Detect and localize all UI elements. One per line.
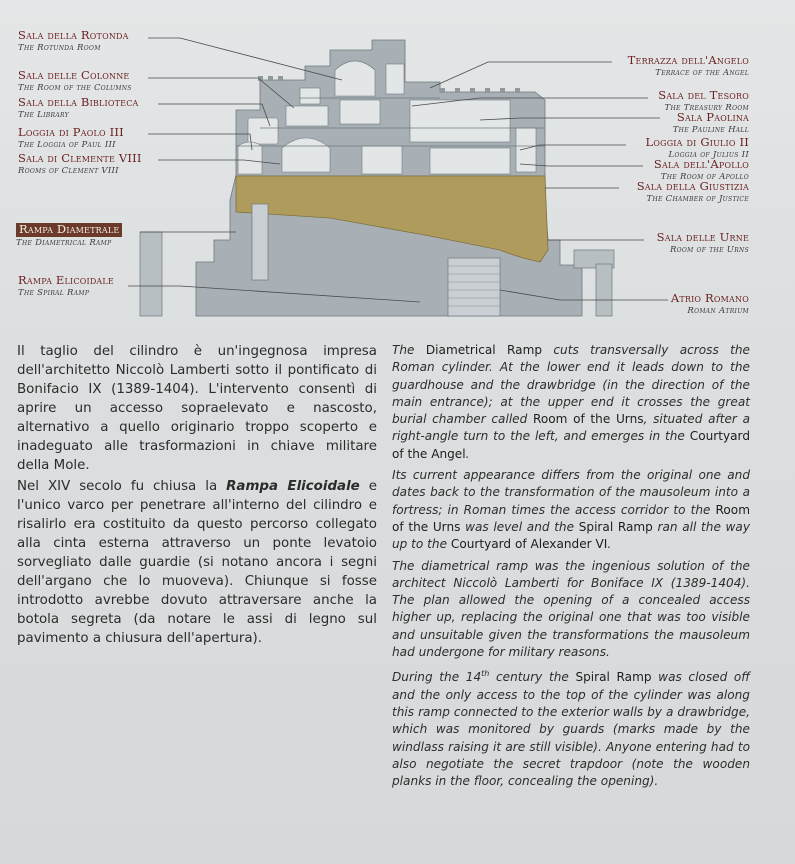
label-it: Rampa Diametrale: [16, 223, 122, 237]
label-it: Atrio Romano: [670, 291, 749, 305]
text-run: The: [392, 343, 426, 357]
label-en: The Pauline Hall: [672, 124, 749, 135]
label-it: Sala della Giustizia: [636, 179, 749, 193]
label-it: Sala Paolina: [676, 110, 749, 124]
label-it: Sala della Rotonda: [18, 28, 129, 42]
label-atrio-romano: [671, 293, 749, 315]
text-run: .: [465, 446, 470, 461]
english-paragraph-2: [392, 467, 750, 553]
text-run: was level and the: [460, 519, 579, 534]
label-en: The Diametrical Ramp: [16, 237, 112, 248]
emphasis: Courtyard of Alexander VI: [450, 537, 608, 552]
italian-text-column: [17, 342, 377, 650]
text-run: During the 14: [392, 670, 482, 685]
label-it: Sala di Clemente VIII: [18, 151, 142, 165]
text-run: ran all the way up to the: [392, 519, 751, 552]
label-en: Loggia of Julius II: [668, 149, 749, 160]
emphasis: Diametrical Ramp: [425, 343, 543, 357]
label-terrazza-angelo: [628, 55, 749, 77]
emphasis: Room of the Urns: [392, 502, 750, 534]
label-en: Terrace of the Angel: [655, 67, 749, 78]
italian-paragraph-2: [17, 477, 377, 648]
label-en: The Spiral Ramp: [18, 287, 90, 298]
superscript: th: [481, 669, 490, 679]
label-sala-clemente: [18, 153, 142, 175]
label-en: Room of the Urns: [669, 244, 749, 255]
text-run: was closed off and the only access to the top of the cylinder was along this ramp connected to the exterior walls by a drawbridge, which was monitored by guards (marks made by the windlass raising it are still visible). Anyone entering had to also negotiate the secret trapdoor (note the wooden planks in the floor, concealing the opening).: [392, 670, 751, 789]
label-it: Sala del Tesoro: [658, 88, 749, 102]
text-run: cuts transversally across the Roman cylinder. At the lower end it leads down to the guardhouse and the drawbridge (in the direction of the main entrance); at the upper end it crosses the great burial chamber called: [392, 343, 750, 427]
emphasis: Spiral Ramp: [578, 519, 653, 534]
label-sala-biblioteca: [18, 97, 139, 119]
emphasis-rampa-elicoidale: Rampa Elicoidale: [226, 479, 360, 494]
english-paragraph-4: [392, 665, 750, 790]
label-sala-giustizia: [637, 181, 749, 203]
label-sala-tesoro: [658, 90, 749, 112]
label-it: Rampa Elicoidale: [18, 273, 114, 287]
label-en: The Rotunda Room: [18, 42, 101, 53]
emphasis: Spiral Ramp: [575, 670, 652, 685]
label-rampa-diametrale: [16, 223, 122, 247]
castle-section-diagram: [0, 0, 795, 330]
text-run: , situated after a right-angle turn to the left, and emerges in the: [392, 412, 750, 444]
label-en: The Room of Apollo: [660, 171, 749, 182]
english-paragraph-3: The diametrical ramp was the ingenious solution of the architect Niccolò Lamberti for Boniface IX (1389-1404). The plan allowed the opening of a concealed access higher up, replacing the original one that was too visible and unsuitable given the transformations the mausoleum had undergone for military reasons.: [392, 558, 750, 660]
text-run: century the: [489, 670, 576, 685]
text-run: Its current appearance differs from the original one and dates back to the transformation of the mausoleum into a fortress; in Roman times the access corridor to the: [392, 468, 750, 517]
english-text-column: [392, 342, 750, 794]
label-en: The Loggia of Paul III: [18, 139, 116, 150]
label-en: Rooms of Clement VIII: [18, 165, 119, 176]
label-it: Sala dell'Apollo: [653, 157, 749, 171]
label-sala-urne: [657, 232, 749, 254]
label-sala-colonne: [18, 70, 132, 92]
label-en: The Chamber of Justice: [646, 193, 749, 204]
label-rampa-elicoidale: [18, 275, 114, 297]
label-it: Terrazza dell'Angelo: [627, 53, 749, 67]
label-it: Loggia di Paolo III: [18, 125, 124, 139]
emphasis: Room of the Urns: [532, 412, 644, 427]
label-sala-rotonda: [18, 30, 129, 52]
text-run: Nel XIV secolo fu chiusa la: [17, 479, 227, 494]
text-run: .: [607, 537, 612, 552]
label-loggia-giulio: [646, 137, 749, 159]
english-paragraph-1: [392, 342, 750, 463]
text-run: e l'unico varco per penetrare all'interno del cilindro e risalirlo era costituito da questo percorso collegato alla cinta esterna attraverso un ponte levatoio sorvegliato dalle guardie (si notano ancora i segni dell'argano che lo muoveva). Chiunque si fosse introdotto avrebbe dovuto attraversare anche la botola segreta (da notare le assi di legno sul pavimento a chiusura dell'apertura).: [17, 479, 377, 646]
label-it: Sala della Biblioteca: [18, 95, 139, 109]
label-en: The Treasury Room: [664, 102, 749, 113]
label-en: Roman Atrium: [687, 305, 749, 316]
label-sala-apollo: [654, 159, 749, 181]
label-en: The Room of the Columns: [18, 82, 132, 93]
label-it: Sala delle Urne: [656, 230, 749, 244]
label-it: Sala delle Colonne: [18, 68, 130, 82]
italian-paragraph-1: Il taglio del cilindro è un'ingegnosa impresa dell'architetto Niccolò Lamberti sotto il pontificato di Bonifacio IX (1389-1404). L'intervento consentì di aprire un accesso sopraelevato e nascosto, alternativo a quello originario troppo scoperto e inadeguato alle trasformazioni in chiave militare della Mole.: [17, 344, 377, 473]
label-sala-paolina: [673, 112, 749, 134]
label-it: Loggia di Giulio II: [645, 135, 749, 149]
emphasis: Courtyard of the Angel: [392, 429, 750, 461]
label-loggia-paolo: [18, 127, 124, 149]
label-en: The Library: [18, 109, 69, 120]
